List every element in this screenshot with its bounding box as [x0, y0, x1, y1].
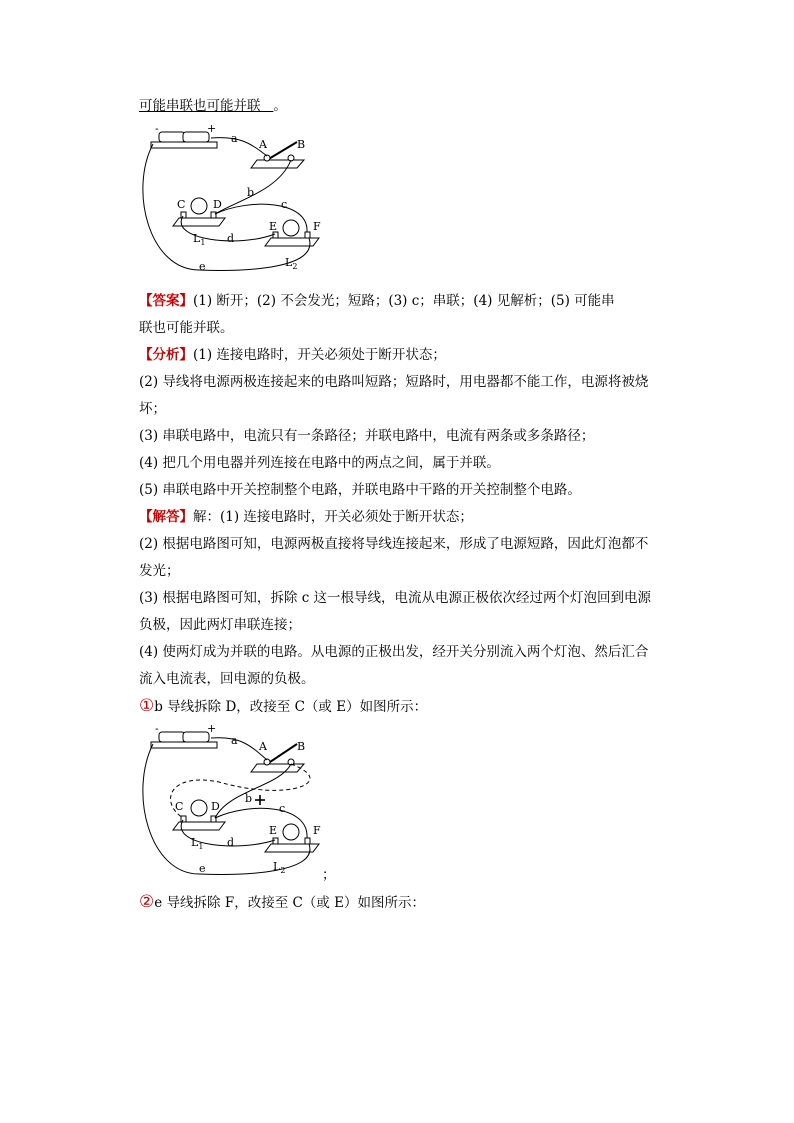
answer-line-1	[139, 292, 615, 310]
battery-base	[151, 742, 217, 748]
solution-line-4: (3) 根据电路图可知，拆除 c 这一根导线，电流从电源正极依次经过两个灯泡回到电源	[139, 590, 652, 606]
battery-cell-2	[183, 732, 209, 742]
solution-text-1: 解：(1) 连接电路时，开关必须处于断开状态；	[193, 509, 473, 525]
analysis-line-2: (2) 导线将电源两极连接起来的电路叫短路；短路时，用电器都不能工作，电源将被烧	[139, 374, 649, 390]
label-D: D	[213, 198, 222, 211]
answer-line-2: 联也可能并联。	[139, 320, 234, 336]
label-C: C	[177, 198, 186, 211]
top-answer-blank	[261, 98, 274, 114]
label-L2: $L_2$	[273, 860, 286, 875]
switch-base	[251, 764, 304, 772]
solution-line-7: 流入电流表，回电源的负极。	[139, 671, 315, 687]
lamp-l1-terminal-c	[181, 212, 186, 218]
solution-tag: 【解答】	[139, 509, 193, 525]
analysis-line-6: (5) 串联电路中开关控制整个电路，并联电路中干路的开关控制整个电路。	[139, 482, 581, 498]
label-a: a	[231, 734, 238, 747]
analysis-line-4: (3) 串联电路中，电流只有一条路径；并联电路中，电流有两条或多条路径；	[139, 428, 595, 444]
label-L2: $L_2$	[285, 256, 298, 271]
analysis-line-5: (4) 把几个用电器并列连接在电路中的两点之间，属于并联。	[139, 455, 500, 471]
label-a: a	[231, 132, 238, 145]
label-F: F	[313, 220, 321, 233]
step-2-text: e 导线拆除 F，改接至 C（或 E）如图所示：	[154, 895, 425, 911]
label-c: c	[281, 198, 288, 211]
battery-plus: +	[207, 722, 217, 735]
lamp-l2-bulb	[283, 220, 299, 236]
solution-step-2	[139, 893, 425, 912]
analysis-line-1	[139, 346, 446, 364]
solution-line-3: 发光；	[139, 563, 180, 579]
battery-cell-2	[183, 132, 209, 142]
top-answer-text: 可能串联也可能并联	[139, 98, 261, 114]
lamp-l2-terminal-e	[273, 838, 278, 844]
solution-step-1	[139, 697, 427, 716]
label-c: c	[279, 802, 286, 815]
analysis-line-3: 坏；	[139, 401, 166, 417]
lamp-l2-base	[265, 238, 319, 246]
solution-line-1	[139, 508, 473, 526]
battery-minus: -	[155, 122, 159, 135]
switch-base	[251, 160, 304, 168]
solution-line-6: (4) 使两灯成为并联的电路。从电源的正极出发，经开关分别流入两个灯泡、然后汇合	[139, 644, 649, 660]
figure-2-end-punct: ；	[322, 867, 336, 883]
label-C: C	[175, 800, 184, 813]
battery-plus: +	[207, 122, 217, 135]
label-e: e	[199, 260, 206, 273]
lamp-l2-terminal-f	[305, 232, 310, 238]
label-B: B	[297, 740, 306, 753]
solution-line-2: (2) 根据电路图可知，电源两极直接将导线连接起来，形成了电源短路，因此灯泡都不	[139, 536, 649, 552]
label-F: F	[313, 824, 321, 837]
lamp-l2-bulb	[283, 824, 299, 840]
label-A: A	[259, 740, 267, 753]
label-B: B	[297, 138, 306, 151]
label-d: d	[227, 836, 235, 849]
label-E: E	[269, 824, 278, 837]
step-1-text: b 导线拆除 D，改接至 C（或 E）如图所示：	[154, 699, 428, 715]
lamp-l1-bulb	[191, 198, 207, 214]
top-answer-line	[139, 97, 287, 115]
answer-tag: 【答案】	[139, 293, 193, 309]
label-e: e	[199, 862, 206, 875]
lamp-l2-terminal-f	[305, 838, 310, 844]
battery-cell-1	[159, 132, 185, 142]
step-1-number: ①	[139, 696, 155, 716]
label-D: D	[211, 800, 220, 813]
solution-line-5: 负极，因此两灯串联连接；	[139, 617, 301, 633]
label-b: b	[247, 186, 255, 199]
label-L1: $L_1$	[191, 836, 204, 851]
lamp-l2-base	[265, 844, 319, 852]
lamp-l1-terminal-c	[181, 816, 186, 822]
battery-cell-1	[159, 732, 185, 742]
answer-text-1: (1) 断开；(2) 不会发光；短路；(3) c；串联；(4) 见解析；(5) 可能串	[193, 293, 615, 309]
label-A: A	[259, 138, 267, 151]
lamp-l1-bulb	[191, 800, 207, 816]
analysis-tag: 【分析】	[139, 347, 193, 363]
circuit-figure-1	[139, 120, 339, 280]
top-answer-end: 。	[273, 98, 287, 114]
lamp-l1-terminal-d	[211, 212, 216, 218]
label-d: d	[227, 232, 235, 245]
analysis-text-1: (1) 连接电路时，开关必须处于断开状态；	[193, 347, 446, 363]
label-E: E	[269, 220, 278, 233]
label-b: b	[245, 792, 253, 805]
circuit-figure-2	[139, 722, 339, 884]
battery-base	[151, 142, 217, 148]
battery-minus: -	[155, 722, 159, 735]
label-L1: $L_1$	[193, 232, 206, 247]
step-2-number: ②	[139, 892, 155, 912]
